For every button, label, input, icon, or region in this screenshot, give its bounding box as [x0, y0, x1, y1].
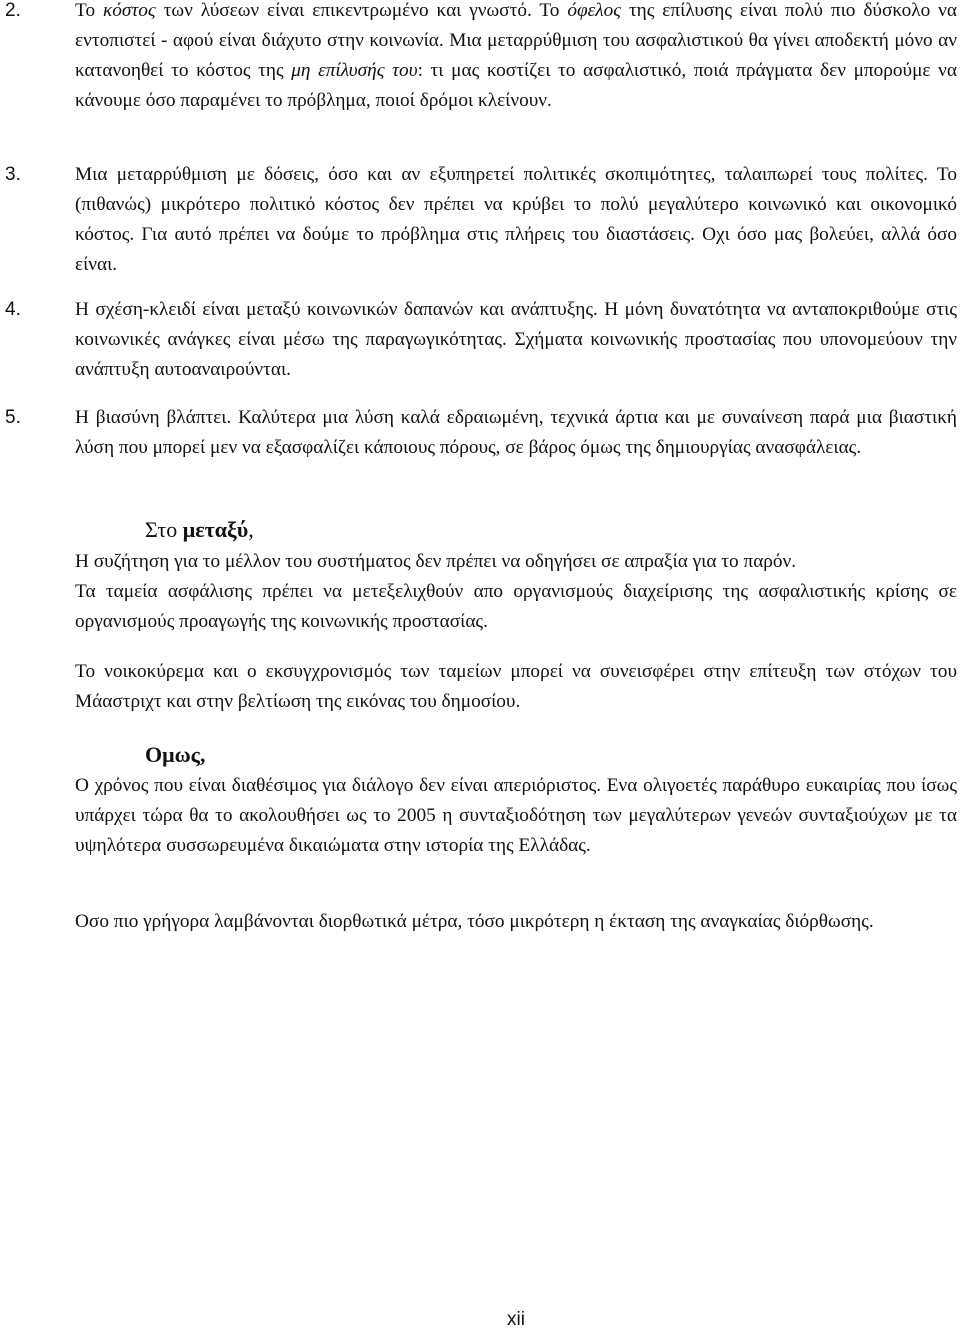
section-heading-meanwhile	[145, 515, 254, 545]
heading-plain: Στο	[145, 517, 183, 542]
text-run: της επίλυσης είναι πολύ πιο δύσκολο να εντοπιστεί - αφού είναι διάχυτο στην κοινωνία. Μια μεταρρύθμιση του ασφαλιστικού θα γίνει αποδεκτή μόνο αν κατανοηθεί το κόστος της	[75, 0, 957, 81]
emphasized-text: όφελος	[567, 0, 622, 21]
paragraph: Ο χρόνος που είναι διαθέσιμος για διάλογο δεν είναι απεριόριστος. Ενα ολιγοετές παράθυρο ευκαιρίας που ίσως υπάρχει τώρα θα το ακολουθήσει ως το 2005 η συνταξιοδότηση των μεγαλύτερων γενεών συνταξιούχων με τα υψηλότερα συσσωρευμένα δικαιώματα στην ιστορία της Ελλάδας.	[75, 775, 957, 856]
emphasized-text: μη επίλυσής του	[291, 60, 418, 81]
heading-bold: Ομως,	[145, 742, 206, 767]
item-number: 2.	[5, 0, 21, 21]
paragraph: Το νοικοκύρεμα και ο εκσυγχρονισμός των ταμείων μπορεί να συνεισφέρει στην επίτευξη των στόχων του Μάαστριχτ και στην βελτίωση της εικόνας του δημοσίου.	[75, 661, 957, 712]
text-run: Το	[75, 0, 103, 21]
item-text: Η βιασύνη βλάπτει. Καλύτερα μια λύση καλά εδραιωμένη, τεχνικά άρτια και με συναίνεση παρά μια βιαστική λύση που μπορεί μεν να εξασφαλίζει κάποιους πόρους, σε βάρος όμως της δημιουργίας ανασφάλειας.	[75, 407, 957, 458]
text-run: : τι μας κοστίζει το ασφαλιστικό, ποιά πράγματα δεν μπορούμε να κάνουμε όσο παραμένει το πρόβλημα, ποιοί δρόμοι κλείνουν.	[75, 60, 957, 111]
item-text	[75, 0, 957, 116]
paragraph: Η συζήτηση για το μέλλον του συστήματος δεν πρέπει να οδηγήσει σε απραξία για το παρόν.	[75, 551, 797, 572]
page-number: xii	[507, 1309, 525, 1330]
text-run: των λύσεων είναι επικεντρωμένο και γνωστό. Το	[155, 0, 568, 21]
item-text: Μια μεταρρύθμιση με δόσεις, όσο και αν εξυπηρετεί πολιτικές σκοπιμότητες, ταλαιπωρεί τους πολίτες. Το (πιθανώς) μικρότερο πολιτικό κόστος δεν πρέπει να κρύβει το πολύ μεγαλύτερο κοινωνικό και οικονομικό κόστος. Για αυτό πρέπει να δούμε το πρόβλημα στις πλήρεις του διαστάσεις. Οχι όσο μας βολεύει, αλλά όσο είναι.	[75, 164, 957, 275]
item-text: Η σχέση-κλειδί είναι μεταξύ κοινωνικών δαπανών και ανάπτυξης. Η μόνη δυνατότητα να ανταποκριθούμε στις κοινωνικές ανάγκες είναι μέσω της παραγωγικότητας. Σχήματα κοινωνικής προστασίας που υπονομεύουν την ανάπτυξη αυτοαναιρούνται.	[75, 299, 957, 380]
heading-bold: μεταξύ	[182, 517, 249, 542]
heading-tail: ,	[248, 517, 254, 542]
item-number: 5.	[5, 407, 21, 428]
paragraph: Τα ταμεία ασφάλισης πρέπει να μετεξελιχθούν απο οργανισμούς διαχείρισης της ασφαλιστικής κρίσης σε οργανισμούς προαγωγής της κοινωνικής προστασίας.	[75, 581, 957, 632]
item-number: 3.	[5, 164, 21, 185]
item-number: 4.	[5, 299, 21, 320]
paragraph: Οσο πιο γρήγορα λαμβάνονται διορθωτικά μέτρα, τόσο μικρότερη η έκταση της αναγκαίας διόρθωσης.	[75, 911, 874, 932]
emphasized-text: κόστος	[102, 0, 156, 21]
section-heading-however	[145, 740, 205, 770]
